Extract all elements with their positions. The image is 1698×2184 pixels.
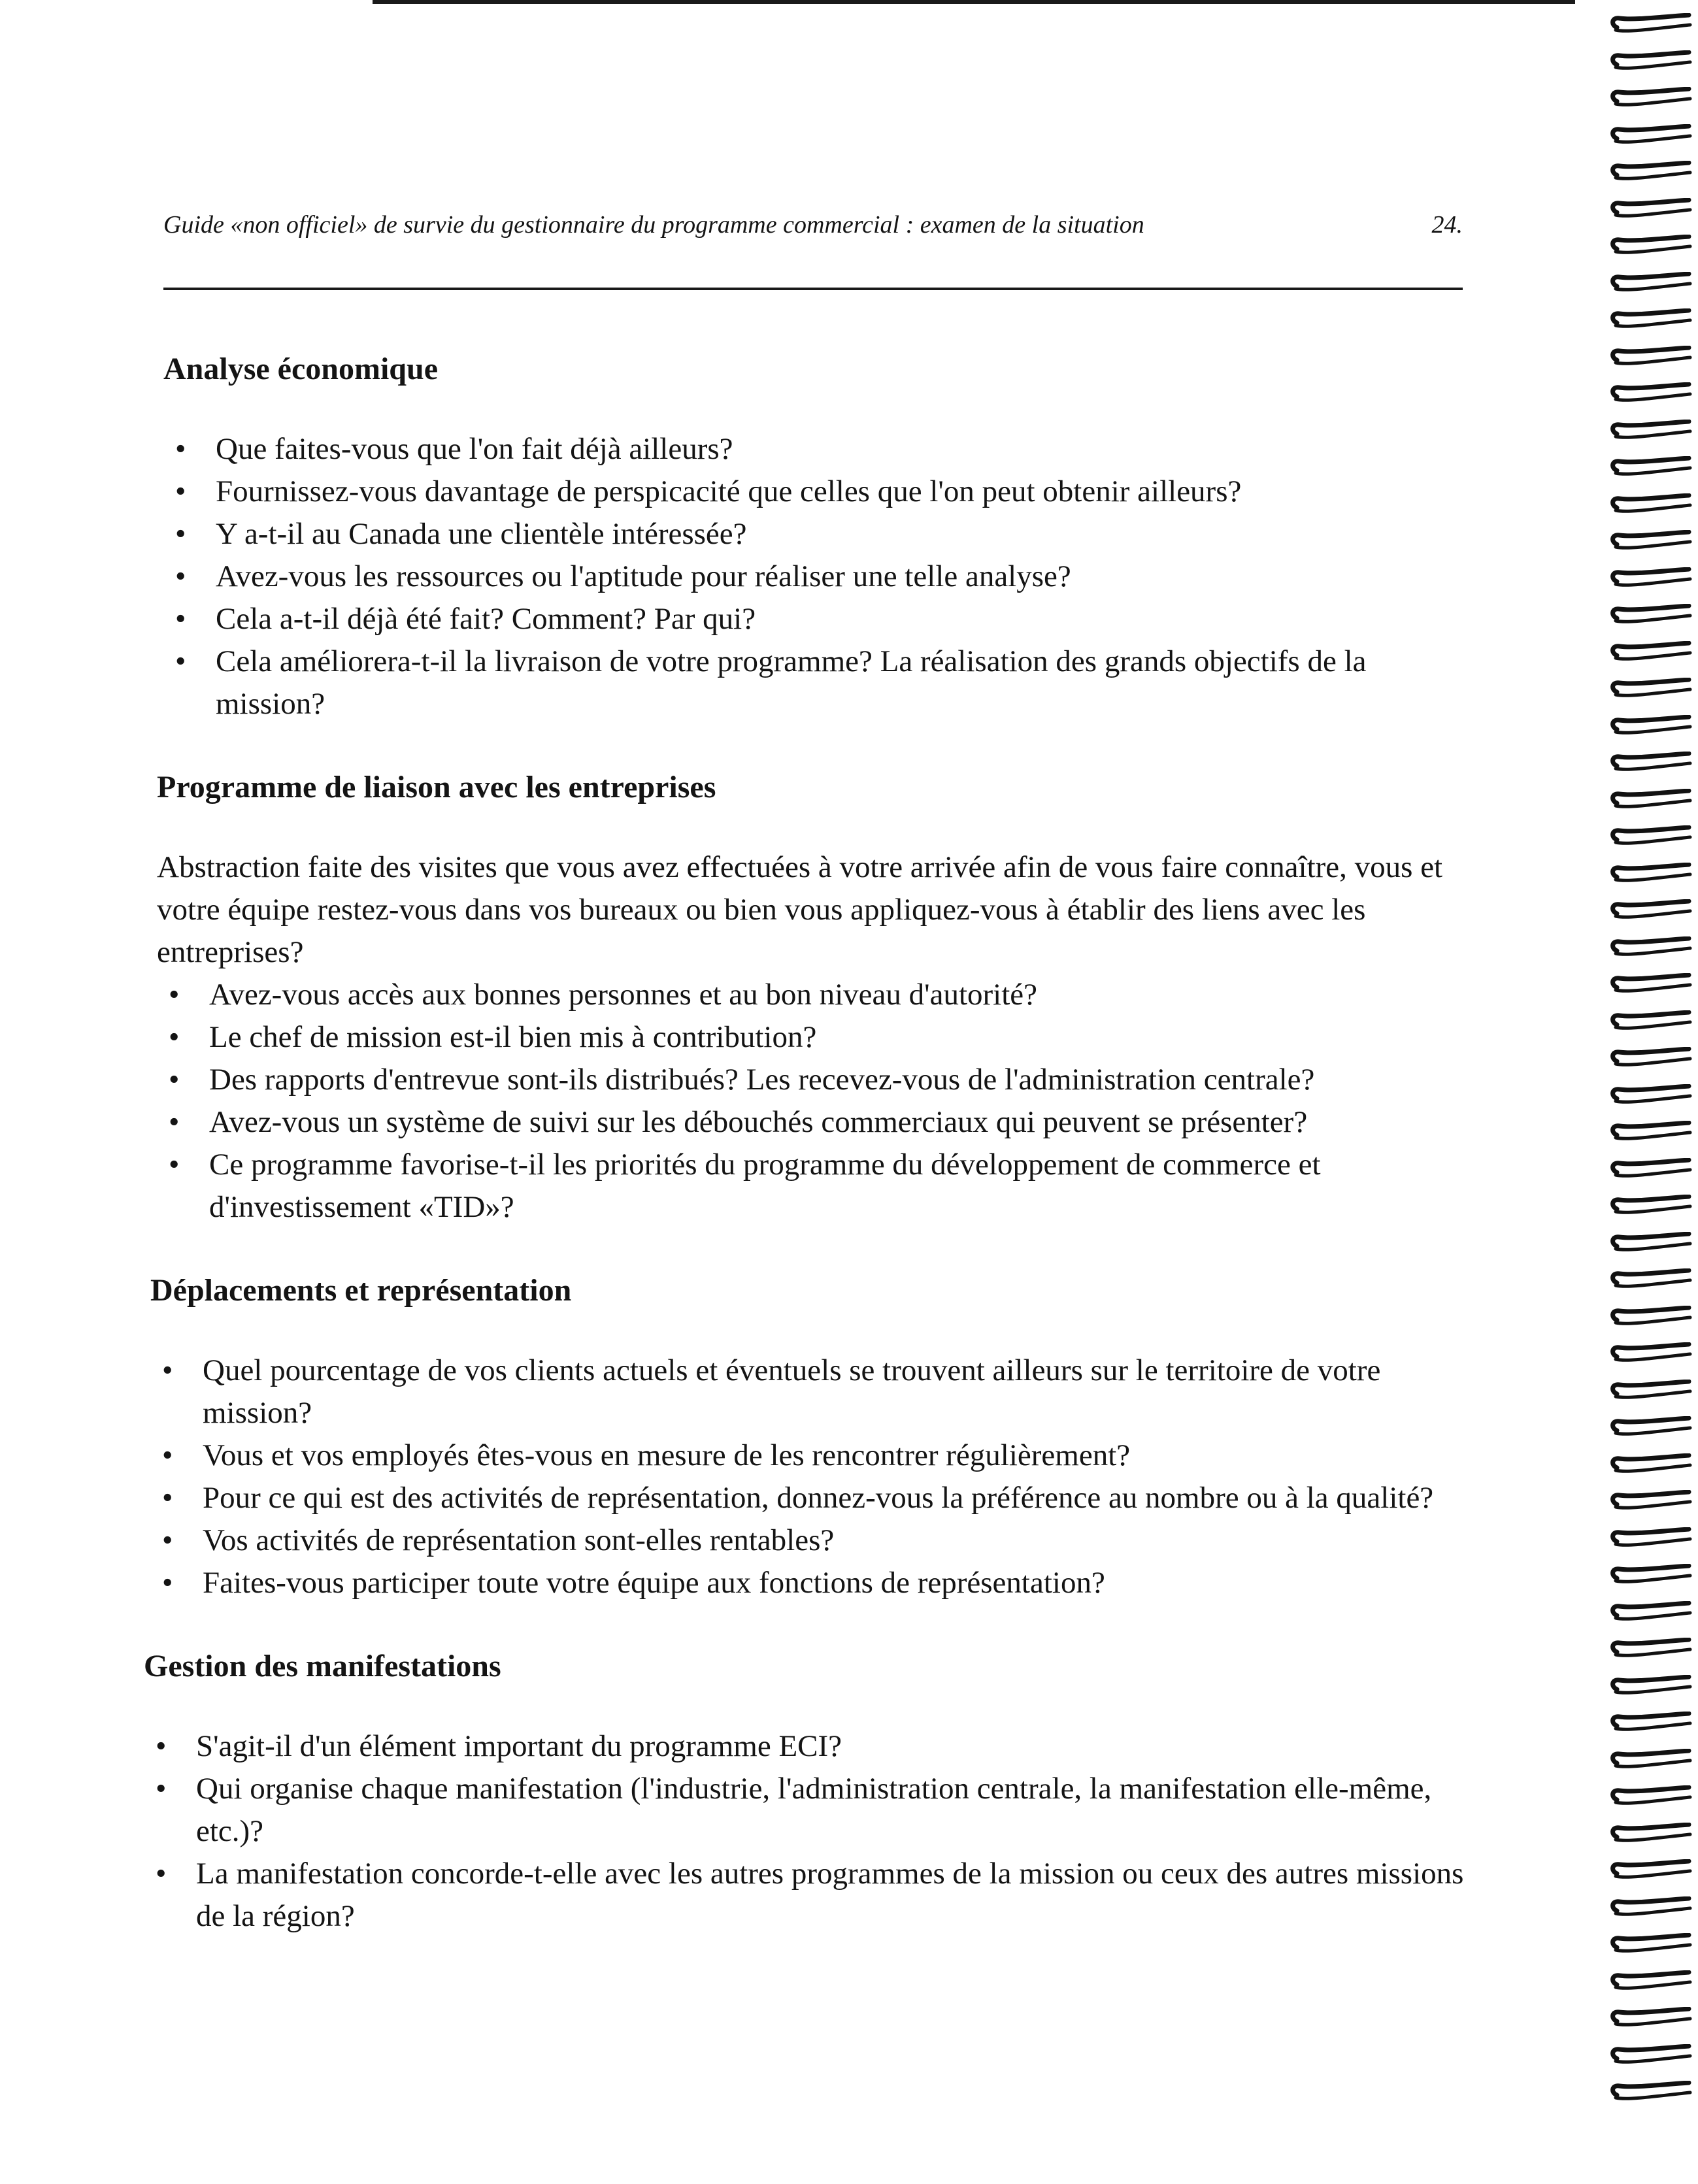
bullet-list: [163, 428, 1471, 725]
page-number: 24.: [1431, 211, 1463, 239]
section-deplacements: [150, 1268, 1471, 1604]
binding-coil-icon: [1608, 382, 1693, 406]
header-divider: [163, 288, 1463, 290]
binding-coil-icon: [1608, 567, 1693, 591]
bullet-icon: •: [156, 1857, 167, 1891]
binding-coil-icon: [1608, 1527, 1693, 1551]
bullet-icon: •: [175, 602, 186, 636]
bullet-list: [144, 1725, 1471, 1938]
binding-coil-icon: [1608, 456, 1693, 480]
bullet-icon: •: [162, 1353, 173, 1387]
binding-coil-icon: [1608, 1416, 1693, 1440]
binding-coil-icon: [1608, 1268, 1693, 1292]
binding-coil-icon: [1608, 2007, 1693, 2030]
binding-coil-icon: [1608, 2044, 1693, 2068]
header-title: Guide «non officiel» de survie du gestionnaire du programme commercial : examen de la situation: [163, 211, 1144, 239]
list-item: • Vous et vos employés êtes-vous en mesure de les rencontrer régulièrement?: [150, 1434, 1471, 1477]
binding-coil-icon: [1608, 1084, 1693, 1108]
binding-coil-icon: [1608, 604, 1693, 627]
bullet-icon: •: [175, 474, 186, 508]
binding-coil-icon: [1608, 87, 1693, 110]
binding-coil-icon: [1608, 161, 1693, 184]
binding-coil-icon: [1608, 1010, 1693, 1034]
section-intro: Abstraction faite des visites que vous avez effectuées à votre arrivée afin de vous faire connaître, vous et votre équipe restez-vous dans vos bureaux ou bien vous appliquez-vous à établir des liens avec les entreprises?: [157, 850, 1443, 969]
binding-coil-icon: [1608, 1785, 1693, 1809]
binding-coil-icon: [1608, 13, 1693, 37]
bullet-icon: •: [156, 1772, 167, 1806]
binding-coil-icon: [1608, 1712, 1693, 1735]
binding-coil-icon: [1608, 1453, 1693, 1477]
bullet-icon: •: [175, 517, 186, 551]
binding-coil-icon: [1608, 1047, 1693, 1070]
binding-coil-icon: [1608, 1490, 1693, 1514]
binding-coil-icon: [1608, 1195, 1693, 1218]
bullet-icon: •: [169, 1063, 180, 1097]
binding-coil-icon: [1608, 1859, 1693, 1883]
bullet-icon: •: [175, 559, 186, 593]
page-body: [144, 346, 1471, 1938]
binding-coil-icon: [1608, 1933, 1693, 1957]
bullet-icon: •: [175, 432, 186, 466]
list-item: • Avez-vous accès aux bonnes personnes et au bon niveau d'autorité?: [157, 974, 1471, 1016]
list-item: • Avez-vous un système de suivi sur les débouchés commerciaux qui peuvent se présenter?: [157, 1101, 1471, 1144]
binding-coil-icon: [1608, 899, 1693, 923]
list-item: • Vos activités de représentation sont-elles rentables?: [150, 1519, 1471, 1562]
section-heading: Déplacements et représentation: [150, 1273, 572, 1308]
section-gestion-manifestations: [144, 1644, 1471, 1938]
binding-coil-icon: [1608, 308, 1693, 332]
binding-coil-icon: [1608, 825, 1693, 849]
list-item: • Cela améliorera-t-il la livraison de votre programme? La réalisation des grands objectifs de la mission?: [163, 640, 1471, 725]
binding-coil-icon: [1608, 1232, 1693, 1255]
binding-coil-icon: [1608, 678, 1693, 701]
section-heading: Gestion des manifestations: [144, 1649, 501, 1683]
binding-coil-icon: [1608, 863, 1693, 886]
binding-coil-icon: [1608, 1970, 1693, 1994]
list-item: • Quel pourcentage de vos clients actuels et éventuels se trouvent ailleurs sur le territoire de votre mission?: [150, 1349, 1471, 1434]
bullet-list: [150, 1349, 1471, 1604]
section-heading: Analyse économique: [163, 352, 438, 386]
list-item: • Des rapports d'entrevue sont-ils distribués? Les recevez-vous de l'administration centrale?: [157, 1059, 1471, 1101]
list-item: • Qui organise chaque manifestation (l'industrie, l'administration centrale, la manifestation elle-même, etc.)?: [144, 1768, 1471, 1853]
binding-coil-icon: [1608, 789, 1693, 812]
binding-coil-icon: [1608, 530, 1693, 554]
binding-coil-icon: [1608, 50, 1693, 74]
binding-coil-icon: [1608, 235, 1693, 258]
bullet-icon: •: [169, 978, 180, 1012]
section-analyse-economique: [163, 346, 1471, 725]
binding-coil-icon: [1608, 124, 1693, 148]
binding-coil-icon: [1608, 1896, 1693, 1920]
binding-coil-icon: [1608, 641, 1693, 665]
binding-coil-icon: [1608, 1342, 1693, 1366]
binding-coil-icon: [1608, 420, 1693, 443]
binding-coil-icon: [1608, 346, 1693, 369]
bullet-icon: •: [162, 1523, 173, 1557]
binding-coil-icon: [1608, 272, 1693, 295]
list-item: • La manifestation concorde-t-elle avec les autres programmes de la mission ou ceux des autres missions de la région?: [144, 1853, 1471, 1938]
list-item: • Avez-vous les ressources ou l'aptitude pour réaliser une telle analyse?: [163, 555, 1471, 598]
page-header: [163, 210, 1463, 250]
list-item: • Fournissez-vous davantage de perspicacité que celles que l'on peut obtenir ailleurs?: [163, 471, 1471, 513]
list-item: • Ce programme favorise-t-il les priorités du programme du développement de commerce et d'investissement «TID»?: [157, 1144, 1471, 1229]
list-item: • Que faites-vous que l'on fait déjà ailleurs?: [163, 428, 1471, 471]
binding-coil-icon: [1608, 1564, 1693, 1587]
bullet-icon: •: [156, 1729, 167, 1763]
list-item: • Y a-t-il au Canada une clientèle intéressée?: [163, 513, 1471, 555]
list-item: • Cela a-t-il déjà été fait? Comment? Par qui?: [163, 598, 1471, 640]
list-item: • Le chef de mission est-il bien mis à contribution?: [157, 1016, 1471, 1059]
binding-coil-icon: [1608, 198, 1693, 222]
bullet-icon: •: [162, 1481, 173, 1515]
section-programme-liaison: [157, 765, 1471, 1229]
binding-coil-icon: [1608, 1306, 1693, 1329]
bullet-icon: •: [169, 1105, 180, 1139]
binding-coil-icon: [1608, 1675, 1693, 1698]
binding-coil-icon: [1608, 973, 1693, 997]
bullet-icon: •: [169, 1020, 180, 1054]
binding-coil-icon: [1608, 2081, 1693, 2104]
binding-coil-icon: [1608, 1823, 1693, 1846]
bullet-icon: •: [162, 1566, 173, 1600]
binding-coil-icon: [1608, 493, 1693, 517]
binding-coil-icon: [1608, 1121, 1693, 1144]
binding-coil-icon: [1608, 936, 1693, 960]
binding-coil-icon: [1608, 1158, 1693, 1182]
list-item: • Pour ce qui est des activités de représentation, donnez-vous la préférence au nombre ou à la qualité?: [150, 1477, 1471, 1519]
bullet-icon: •: [169, 1148, 180, 1182]
binding-coil-icon: [1608, 1749, 1693, 1772]
list-item: • Faites-vous participer toute votre équipe aux fonctions de représentation?: [150, 1562, 1471, 1604]
bullet-icon: •: [162, 1438, 173, 1472]
bullet-icon: •: [175, 644, 186, 678]
section-heading: Programme de liaison avec les entreprises: [157, 770, 716, 804]
top-border-line: [373, 0, 1575, 4]
binding-coil-icon: [1608, 752, 1693, 775]
binding-coil-icon: [1608, 715, 1693, 738]
spiral-binding: [1608, 13, 1698, 2170]
bullet-list: [157, 974, 1471, 1229]
binding-coil-icon: [1608, 1638, 1693, 1661]
list-item: • S'agit-il d'un élément important du programme ECI?: [144, 1725, 1471, 1768]
binding-coil-icon: [1608, 1380, 1693, 1403]
binding-coil-icon: [1608, 1601, 1693, 1625]
